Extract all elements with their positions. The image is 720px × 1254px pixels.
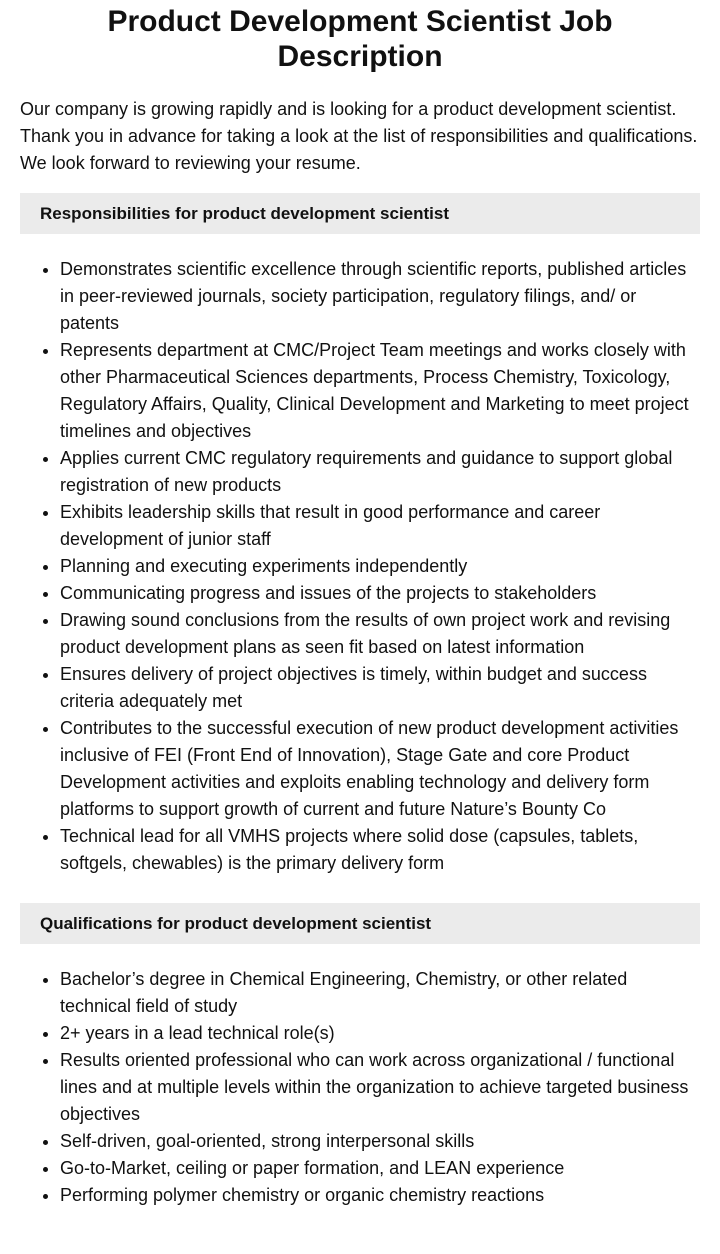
list-item: • Exhibits leadership skills that result in good performance and career development of junior staff (60, 499, 700, 553)
list-item: • Go-to-Market, ceiling or paper formation, and LEAN experience (60, 1155, 700, 1182)
list-item: • Communicating progress and issues of the projects to stakeholders (60, 580, 700, 607)
list-item: • Applies current CMC regulatory requirements and guidance to support global registration of new products (60, 445, 700, 499)
list-item: • Contributes to the successful execution of new product development activities inclusive of FEI (Front End of Innovation), Stage Gate and core Product Development activities and exploits enabling technology and delivery form platforms to support growth of current and future Nature’s Bounty Co (60, 715, 700, 823)
responsibilities-list (0, 256, 700, 877)
responsibilities-heading: Responsibilities for product development scientist (20, 193, 700, 234)
qualifications-heading: Qualifications for product development scientist (20, 903, 700, 944)
intro-paragraph: Our company is growing rapidly and is looking for a product development scientist. Thank you in advance for taking a look at the list of responsibilities and qualifications. We look forward to reviewing your resume. (20, 99, 698, 173)
list-item: • 2+ years in a lead technical role(s) (60, 1020, 700, 1047)
list-item: • Represents department at CMC/Project Team meetings and works closely with other Pharmaceutical Sciences departments, Process Chemistry, Toxicology, Regulatory Affairs, Quality, Clinical Development and Marketing to meet project timelines and objectives (60, 337, 700, 445)
list-item: • Technical lead for all VMHS projects where solid dose (capsules, tablets, softgels, chewables) is the primary delivery form (60, 823, 700, 877)
qualifications-list (0, 966, 700, 1209)
list-item: • Self-driven, goal-oriented, strong interpersonal skills (60, 1128, 700, 1155)
list-item: • Results oriented professional who can work across organizational / functional lines and at multiple levels within the organization to achieve targeted business objectives (60, 1047, 700, 1128)
list-item: • Performing polymer chemistry or organic chemistry reactions (60, 1182, 700, 1209)
list-item: • Demonstrates scientific excellence through scientific reports, published articles in peer-reviewed journals, society participation, regulatory filings, and/ or patents (60, 256, 700, 337)
list-item: • Bachelor’s degree in Chemical Engineering, Chemistry, or other related technical field of study (60, 966, 700, 1020)
list-item: • Ensures delivery of project objectives is timely, within budget and success criteria adequately met (60, 661, 700, 715)
list-item: • Drawing sound conclusions from the results of own project work and revising product development plans as seen fit based on latest information (60, 607, 700, 661)
list-item: • Planning and executing experiments independently (60, 553, 700, 580)
page-title: Product Development Scientist Job Description (107, 5, 613, 73)
